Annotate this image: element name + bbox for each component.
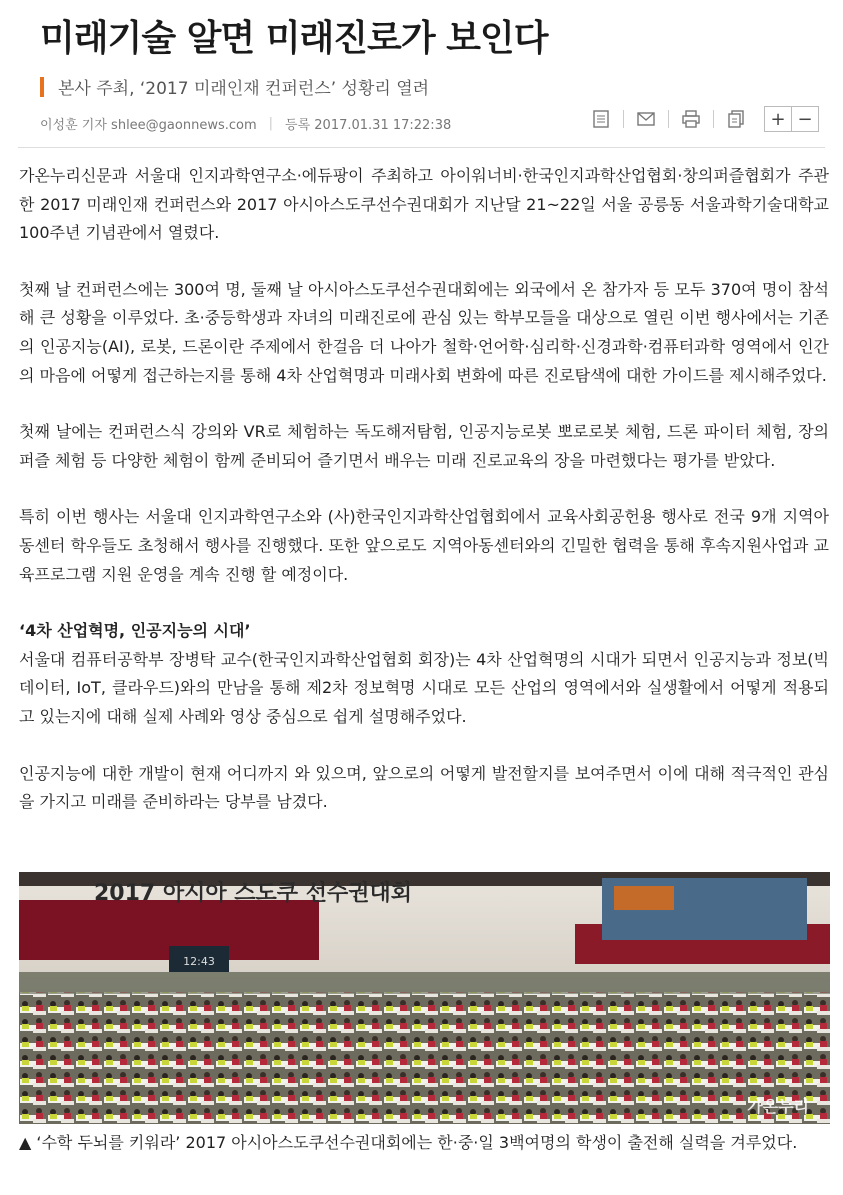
list-icon[interactable]	[587, 106, 615, 132]
body-paragraph: 첫째 날 컨퍼런스에는 300여 명, 둘째 날 아시아스도쿠선수권대회에는 외국에서 온 참가자 등 모두 370여 명이 참석해 큰 성황을 이루었다. 초·중등학생과 자녀의 미래진로에 관심 있는 학부모들을 대상으로 열린 이번 행사에서는 기존의 인공지능(AI), 로봇, 드론이란 주제에서 한걸음 더 나아가 철학·언어학·심리학·신경과학·컴퓨터과학 영역에서 인간의 마음에 어떻게 접근하는지를 통해 4차 산업혁명과 미래사회 변화에 따른 진로탐색에 대한 가이드를 제시해주었다.	[19, 279, 829, 385]
body-paragraph: 특히 이번 행사는 서울대 인지과학연구소와 (사)한국인지과학산업협회에서 교육사회공헌용 행사로 전국 9개 지역아동센터 학우들도 초청해서 행사를 진행했다. 또한 앞으로도 지역아동센터와의 긴밀한 협력을 통해 후속지원사업과 교육프로그램 지원 운영을 계속 진행 할 예정이다.	[19, 507, 829, 584]
article-toolbar	[579, 106, 819, 132]
body-paragraph: 첫째 날에는 컨퍼런스식 강의와 VR로 체험하는 독도해저탐험, 인공지능로봇 뽀로로봇 체험, 드론 파이터 체험, 장의퍼즐 체험 등 다양한 체험이 함께 준비되어 즐기면서 배우는 미래 진로교육의 장을 마련했다는 평가를 받았다.	[19, 422, 829, 470]
photo-caption: ▲ ‘수학 두뇌를 키워라’ 2017 아시아스도쿠선수권대회에는 한·중·일 3백여명의 학생이 출전해 실력을 겨루었다.	[19, 1133, 798, 1152]
photo-watermark: 가온누리	[747, 1097, 809, 1116]
section-subheading: ‘4차 산업혁명, 인공지능의 시대’	[19, 621, 251, 641]
print-icon[interactable]	[677, 106, 705, 132]
stage-screen-text: 12:43	[183, 955, 215, 968]
subtitle-text: 본사 주최, ‘2017 미래인재 컨퍼런스’ 성황리 열려	[58, 79, 430, 99]
subtitle-accent-bar	[40, 77, 44, 97]
mail-icon[interactable]	[632, 106, 660, 132]
zoom-out-button[interactable]: −	[791, 107, 818, 131]
toolbar-divider	[713, 110, 714, 128]
header-divider	[18, 147, 825, 148]
article-body	[19, 162, 829, 845]
published-date: 등록 2017.01.31 17:22:38	[285, 118, 452, 133]
event-hall-photo	[19, 872, 830, 1124]
article-title: 미래기술 알면 미래진로가 보인다	[40, 18, 548, 59]
article-photo	[19, 872, 830, 1124]
font-zoom-control	[764, 106, 819, 132]
toolbar-divider	[668, 110, 669, 128]
body-paragraph: 가온누리신문과 서울대 인지과학연구소·에듀팡이 주최하고 아이워너비·한국인지과학산업협회·창의퍼즐협회가 주관한 2017 미래인재 컨퍼런스와 2017 아시아스도쿠선수권대회가 지난달 21~22일 서울 공릉동 서울과학기술대학교 100주년 기념관에서 열렸다.	[19, 166, 829, 243]
article-meta	[40, 114, 451, 133]
photo-banner-text: 2017 아시아 스도쿠 선수권대회	[94, 881, 412, 906]
copy-icon[interactable]	[722, 106, 750, 132]
author-byline: 이성훈 기자 shlee@gaonnews.com	[40, 118, 257, 133]
body-paragraph: 서울대 컴퓨터공학부 장병탁 교수(한국인지과학산업협회 회장)는 4차 산업혁명의 시대가 되면서 인공지능과 정보(빅데이터, IoT, 클라우드)와의 만남을 통해 제2차 정보혁명 시대로 모든 산업의 영역에서와 실생활에서 어떻게 적용되고 있는지에 대해 실제 사례와 영상 중심으로 쉽게 설명해주었다.	[19, 649, 829, 726]
toolbar-divider	[623, 110, 624, 128]
body-paragraph: 인공지능에 대한 개발이 현재 어디까지 와 있으며, 앞으로의 어떻게 발전할지를 보여주면서 이에 대해 적극적인 관심을 가지고 미래를 준비하라는 당부를 남겼다.	[19, 763, 829, 812]
meta-divider: |	[268, 116, 274, 131]
article-subtitle	[40, 74, 429, 99]
zoom-in-button[interactable]: +	[770, 108, 786, 130]
